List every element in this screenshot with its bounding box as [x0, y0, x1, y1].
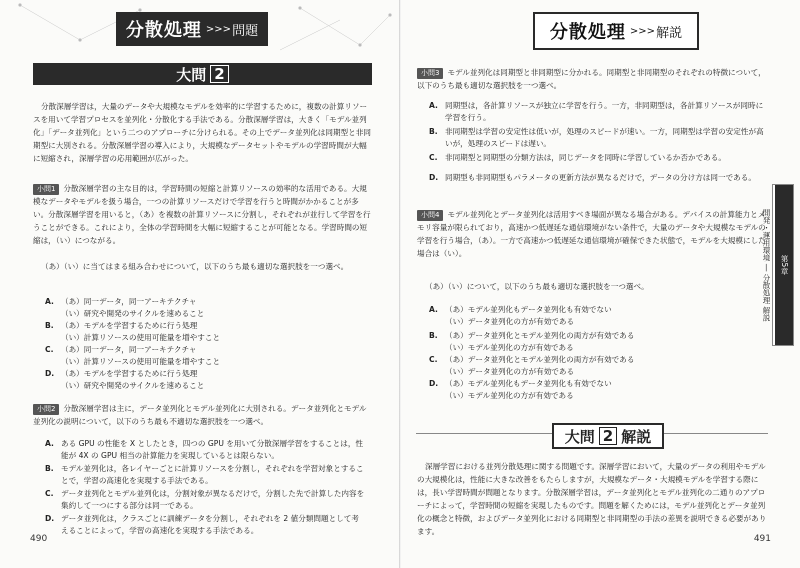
q3-option-b[interactable] — [429, 126, 769, 150]
option-letter: B. — [429, 331, 438, 340]
header-main: 分散処理 — [549, 22, 626, 43]
section-header — [533, 12, 699, 50]
page-fold — [399, 0, 401, 568]
right-page — [400, 0, 800, 568]
answer-subtitle: 解説 — [621, 427, 652, 446]
q1-text: 分散深層学習の主な目的は，学習時間の短縮と計算リソースの効率的な活用である。大規模なデータやモデルを扱う場合，一つの計算リソースだけで学習を行うと時間がかかることが多い。分散深層学習を用いると，（あ）を複数の計算リソースに分割し，それぞれが並行して学習を行うことができる。これにより，全体の学習時間を大幅に短縮することが可能となる。学習時間の短縮は，（い）につながる。 — [33, 184, 371, 245]
option-text: モデル並列化は，各レイヤーごとに計算リソースを分割し，それぞれを学習対象とすることで，学習の高速化を実現する手法である。 — [61, 464, 364, 485]
option-line: （あ）モデル並列化もデータ並列化も有効でない — [445, 305, 612, 314]
option-letter: B. — [45, 464, 54, 473]
q4-prompt: （あ）（い）について，以下のうち最も適切な選択肢を一つ選べ。 — [425, 282, 649, 291]
page-number: 491 — [753, 534, 771, 544]
header-sub: 解説 — [656, 25, 683, 41]
option-letter: B. — [429, 127, 438, 136]
option-line: （い）モデル並列化の方が有効である — [445, 343, 574, 352]
q4-option-b[interactable] — [429, 330, 759, 352]
q4-text: モデル並列化とデータ並列化は活用すべき場面が異なる場合がある。デバイスの計算能力とメモリ容量が限られており，高速かつ低遅延な通信環境がない条件で，大量のデータや大規模なモデルの学習を行う場合，（あ）。一方で高速かつ低遅延な通信環境が確保できた状態で，モデルを大規模にした場合は（い）。 — [417, 210, 766, 258]
q4-option-c[interactable] — [429, 354, 759, 376]
question-number: 2 — [210, 65, 228, 83]
option-line: （あ）データ並列化とモデル並列化の両方が有効である — [445, 355, 635, 364]
answer-banner — [552, 423, 664, 449]
option-letter: D. — [429, 173, 439, 182]
option-line: （い）データ並列化の方が有効である — [445, 367, 575, 376]
option-letter: D. — [45, 369, 55, 378]
option-letter: C. — [45, 489, 54, 498]
q3-text: モデル並列化は同期型と非同期型に分かれる。同期型と非同期型のそれぞれの特徴について，以下のうち最も適切な選択肢を一つ選べ。 — [417, 68, 766, 90]
option-letter: A. — [429, 305, 438, 314]
chapter-sidebar — [762, 184, 794, 346]
q1-option-a[interactable] — [45, 296, 365, 318]
q2-option-c[interactable] — [45, 488, 370, 512]
option-text: ある GPU の性能を X としたとき，四つの GPU を用いて分散深層学習をすることは，性能が 4X の GPU 相当の計算能力を実現しているとは限らない。 — [61, 439, 364, 460]
option-letter: C. — [45, 345, 54, 354]
option-line: （い）研究や開発のサイクルを速めること — [61, 309, 205, 318]
option-text: 同期型は，各計算リソースが独立に学習を行う。一方，非同期型は，各計算リソースが同時に学習を行う。 — [445, 101, 764, 122]
q1-option-d[interactable] — [45, 368, 365, 390]
option-text: データ並列化は，クラスごとに訓練データを分割し，それぞれを 2 値分類問題として考えることによって，学習の高速化を実現する手法である。 — [61, 514, 359, 535]
q2-option-b[interactable] — [45, 463, 370, 487]
option-letter: C. — [429, 355, 438, 364]
q4-block — [417, 208, 769, 260]
option-line: （あ）モデルを学習するために行う処理 — [61, 321, 198, 330]
option-line: （い）計算リソースの使用可能量を増やすこと — [61, 357, 221, 366]
q1-prompt: （あ）（い）に当てはまる組み合わせについて，以下のうち最も適切な選択肢を一つ選べ。 — [41, 262, 349, 271]
option-letter: B. — [45, 321, 54, 330]
q2-option-d[interactable] — [45, 513, 370, 537]
option-line: （あ）モデルを学習するために行う処理 — [61, 369, 198, 378]
option-letter: D. — [429, 379, 439, 388]
q3-block — [417, 66, 767, 92]
option-text: 同期型も非同期型もパラメータの更新方法が異なるだけで，データの分け方は同一である。 — [445, 173, 756, 182]
q4-tag: 小問4 — [417, 210, 443, 221]
q2-text: 分散深層学習は主に，データ並列化とモデル並列化に大別される。データ並列化とモデル並列化の説明について，以下のうち最も不適切な選択肢を一つ選べ。 — [33, 404, 367, 426]
chapter-topic: 開発・運用環境 ― 分散処理 解説 — [762, 208, 771, 322]
option-letter: C. — [429, 153, 438, 162]
q1-block — [33, 182, 373, 247]
option-line: （い）データ並列化の方が有効である — [445, 317, 575, 326]
header-sub: 問題 — [232, 23, 259, 39]
option-line: （あ）同一データ，同一アーキテクチャ — [61, 345, 197, 354]
header-arrows: >>> — [629, 25, 656, 37]
option-line: （い）計算リソースの使用可能量を増やすこと — [61, 333, 221, 342]
q4-option-a[interactable] — [429, 304, 759, 326]
option-letter: A. — [45, 439, 54, 448]
q1-option-b[interactable] — [45, 320, 365, 342]
divider-line — [660, 433, 768, 434]
option-line: （い）モデル並列化の方が有効である — [445, 391, 574, 400]
q2-block — [33, 402, 373, 428]
header-arrows: >>> — [205, 23, 232, 35]
option-text: 非同期型は学習の安定性は低いが，処理のスピードが速い。一方，同期型は学習の安定性が高いが，処理のスピードは遅い。 — [445, 127, 764, 148]
q3-tag: 小問3 — [417, 68, 443, 79]
option-line: （あ）モデル並列化もデータ並列化も有効でない — [445, 379, 612, 388]
answer-title: 大問 — [564, 427, 595, 446]
intro-paragraph: 分散深層学習は，大量のデータや大規模なモデルを効率的に学習するために，複数の計算リソースを用いて学習プロセスを並列化・分散化する手法である。分散深層学習は，大きく「モデル並列化」「データ並列化」という二つのアプローチに分けられる。その上でデータ並列化は同期型と非同期型に大別される。分散深層学習の導入により，大規模なデータセットやモデルの学習時間が大幅に短縮され，深層学習の応用範囲が広がった。 — [33, 102, 371, 163]
option-line: （い）研究や開発のサイクルを速めること — [61, 381, 205, 390]
q3-option-a[interactable] — [429, 100, 769, 124]
divider-line — [416, 433, 552, 434]
option-line: （あ）データ並列化とモデル並列化の両方が有効である — [445, 331, 635, 340]
option-line: （あ）同一データ，同一アーキテクチャ — [61, 297, 197, 306]
answer-paragraph: 深層学習における並列分散処理に関する問題です。深層学習において，大量のデータの利用やモデルの大規模化は，性能に大きな改善をもたらしますが，大規模なデータ・大規模モデルを学習する際には，長い学習時間が問題となります。分散深層学習は，データ並列化とモデル並列化の二通りのアプローチによって，学習時間の短縮を実現したものです。問題を解くためには，モデル並列化とデータ並列化の概念と特徴，およびデータ並列化における同期型と非同期型の手法の差異を説明できる必要があります。 — [417, 462, 767, 536]
q1-option-c[interactable] — [45, 344, 365, 366]
q2-option-a[interactable] — [45, 438, 370, 462]
option-text: データ並列化とモデル並列化は，分割対象が異なるだけで，分割した先で計算した内容を集約して一つにする部分は同一である。 — [61, 489, 365, 510]
q3-option-d[interactable] — [429, 172, 769, 196]
question-title: 大問 — [176, 65, 207, 84]
chapter-label: 第5章 — [775, 185, 793, 345]
q2-tag: 小問2 — [33, 404, 59, 415]
option-text: 非同期型と同期型の分類方法は，同じデータを同時に学習しているか否かである。 — [445, 153, 726, 162]
section-header — [116, 12, 268, 46]
header-main: 分散処理 — [125, 20, 202, 41]
page-number: 490 — [30, 534, 48, 544]
answer-number: 2 — [599, 427, 617, 445]
q4-option-d[interactable] — [429, 378, 759, 400]
q1-tag: 小問1 — [33, 184, 59, 195]
option-letter: D. — [45, 514, 55, 523]
option-letter: A. — [45, 297, 54, 306]
question-banner — [33, 63, 372, 85]
option-letter: A. — [429, 101, 438, 110]
